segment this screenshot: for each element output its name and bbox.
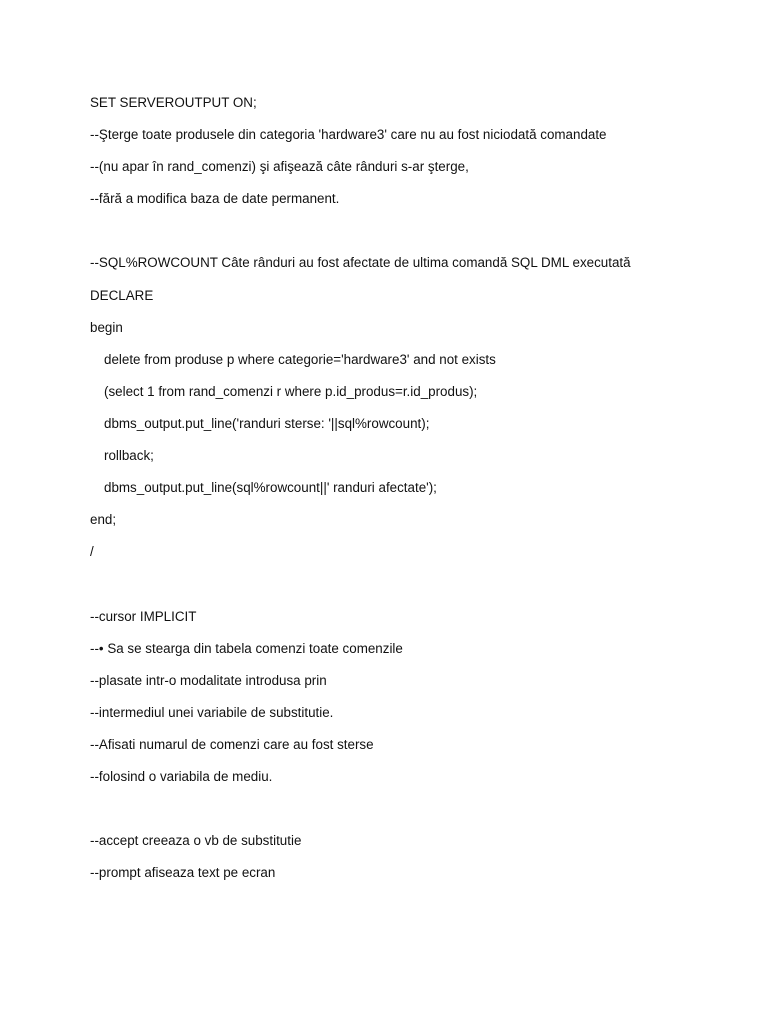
- comment-line: --Şterge toate produsele din categoria 'hardware3' care nu au fost niciodată comandate: [90, 127, 607, 143]
- code-line: dbms_output.put_line(sql%rowcount||' randuri afectate');: [104, 480, 437, 496]
- code-line: rollback;: [104, 448, 154, 464]
- code-line: delete from produse p where categorie='hardware3' and not exists: [104, 351, 496, 367]
- comment-line: --Afisati numarul de comenzi care au fost sterse: [90, 736, 374, 752]
- comment-line: --cursor IMPLICIT: [90, 608, 197, 624]
- comment-line: --intermediul unei variabile de substitutie.: [90, 704, 334, 720]
- comment-line: --SQL%ROWCOUNT Câte rânduri au fost afectate de ultima comandă SQL DML executată: [90, 255, 631, 271]
- comment-line: --prompt afiseaza text pe ecran: [90, 865, 276, 881]
- code-line: DECLARE: [90, 287, 154, 303]
- comment-line: --accept creeaza o vb de substitutie: [90, 833, 302, 849]
- document-body: [90, 92, 740, 894]
- comment-line: --plasate intr-o modalitate introdusa prin: [90, 672, 327, 688]
- code-line: /: [90, 544, 94, 560]
- code-line: end;: [90, 512, 117, 528]
- comment-line: --(nu apar în rand_comenzi) şi afişează câte rânduri s-ar şterge,: [90, 159, 469, 175]
- text-line: SET SERVEROUTPUT ON;: [90, 95, 257, 110]
- comment-line: --• Sa se stearga din tabela comenzi toate comenzile: [90, 640, 403, 656]
- blank-line: [90, 220, 740, 252]
- blank-line: [90, 573, 740, 605]
- code-line: (select 1 from rand_comenzi r where p.id_produs=r.id_produs);: [104, 383, 478, 399]
- code-line: dbms_output.put_line('randuri sterse: '||sql%rowcount);: [104, 415, 430, 431]
- blank-line: [90, 798, 740, 830]
- comment-line: --fără a modifica baza de date permanent.: [90, 191, 340, 207]
- code-line: begin: [90, 319, 123, 335]
- comment-line: --folosind o variabila de mediu.: [90, 768, 273, 784]
